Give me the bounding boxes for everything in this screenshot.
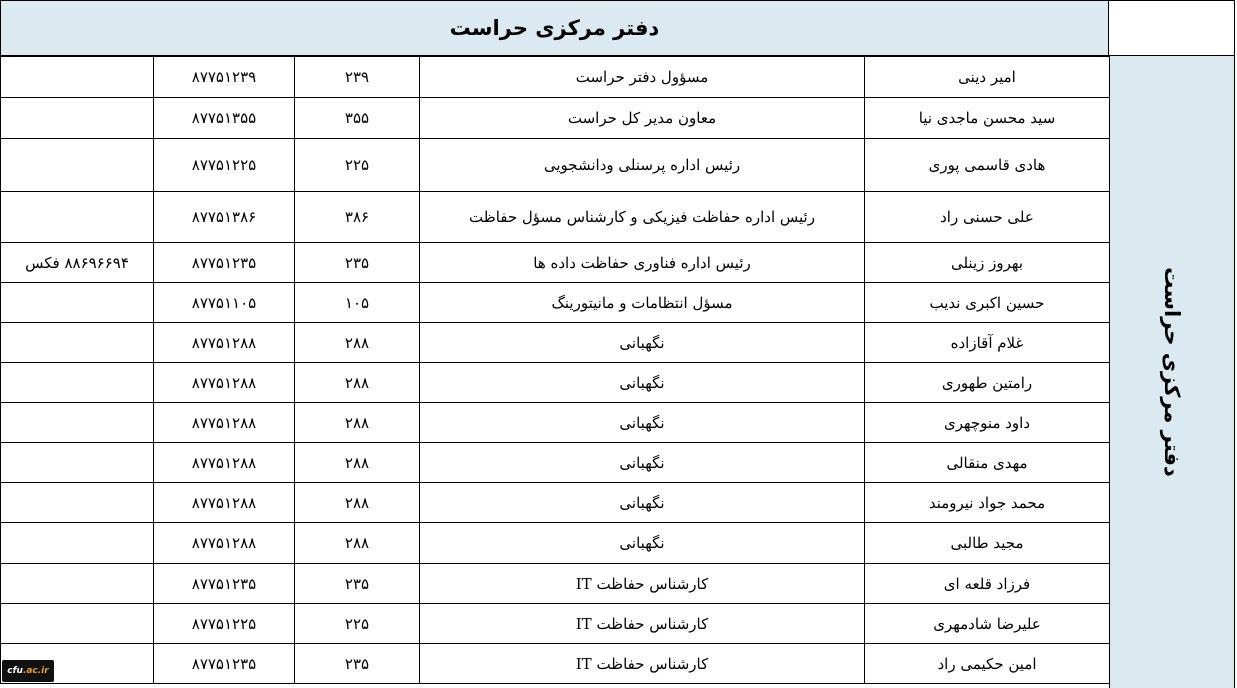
- role-cell: کارشناس حفاظت IT: [420, 564, 865, 604]
- fax-cell: [1, 604, 154, 644]
- role-cell: کارشناس حفاظت IT: [420, 604, 865, 644]
- extension-cell: ۱۰۵: [295, 283, 420, 323]
- page-title: دفتر مرکزی حراست: [449, 16, 660, 40]
- side-label: دفتر مرکزی حراست: [1160, 267, 1184, 477]
- phone-cell: ۸۷۷۵۱۲۳۹: [154, 57, 295, 98]
- extension-cell: ۲۸۸: [295, 483, 420, 523]
- phone-cell: ۸۷۷۵۱۳۸۶: [154, 192, 295, 243]
- role-cell: مسؤل انتظامات و مانیتورینگ: [420, 283, 865, 323]
- logo-text: cfu.ac.ir: [7, 666, 49, 676]
- name-cell: امین حکیمی راد: [865, 644, 1110, 684]
- extension-cell: ۲۸۸: [295, 403, 420, 443]
- phone-cell: ۸۷۷۵۱۲۸۸: [154, 363, 295, 403]
- contacts-table-body: [1, 57, 1110, 684]
- name-cell: بهروز زینلی: [865, 243, 1110, 283]
- fax-cell: [1, 363, 154, 403]
- phone-cell: ۸۷۷۵۱۲۳۵: [154, 243, 295, 283]
- table-row: [1, 604, 1110, 644]
- fax-cell: ۸۸۶۹۶۶۹۴ فکس: [1, 243, 154, 283]
- fax-cell: [1, 564, 154, 604]
- extension-cell: ۲۸۸: [295, 443, 420, 483]
- role-cell: نگهبانی: [420, 403, 865, 443]
- phone-cell: ۸۷۷۵۱۲۸۸: [154, 523, 295, 564]
- role-cell: رئیس اداره حفاظت فیزیکی و کارشناس مسؤل حفاظت: [420, 192, 865, 243]
- phone-cell: ۸۷۷۵۱۲۸۸: [154, 323, 295, 363]
- name-cell: فرزاد قلعه ای: [865, 564, 1110, 604]
- extension-cell: ۲۳۵: [295, 243, 420, 283]
- side-label-cell: [1109, 56, 1235, 688]
- site-logo: [2, 660, 54, 682]
- header-band: [0, 0, 1109, 56]
- table-row: [1, 283, 1110, 323]
- table-row: [1, 403, 1110, 443]
- phone-cell: ۸۷۷۵۱۲۲۵: [154, 604, 295, 644]
- table-row: [1, 443, 1110, 483]
- extension-cell: ۲۳۹: [295, 57, 420, 98]
- header-corner-cell: [1109, 0, 1235, 56]
- table-row: [1, 192, 1110, 243]
- table-row: [1, 243, 1110, 283]
- fax-cell: [1, 403, 154, 443]
- phone-cell: ۸۷۷۵۱۲۳۵: [154, 644, 295, 684]
- role-cell: نگهبانی: [420, 483, 865, 523]
- name-cell: داود منوچهری: [865, 403, 1110, 443]
- extension-cell: ۳۸۶: [295, 192, 420, 243]
- name-cell: غلام آقازاده: [865, 323, 1110, 363]
- table-row: [1, 98, 1110, 139]
- role-cell: رئیس اداره پرسنلی ودانشجویی: [420, 139, 865, 192]
- fax-cell: [1, 443, 154, 483]
- fax-cell: [1, 483, 154, 523]
- fax-cell: [1, 523, 154, 564]
- extension-cell: ۲۲۵: [295, 139, 420, 192]
- phone-cell: ۸۷۷۵۱۱۰۵: [154, 283, 295, 323]
- role-cell: کارشناس حفاظت IT: [420, 644, 865, 684]
- name-cell: هادی قاسمی پوری: [865, 139, 1110, 192]
- fax-cell: [1, 98, 154, 139]
- table-row: [1, 323, 1110, 363]
- fax-cell: [1, 323, 154, 363]
- name-cell: علی حسنی راد: [865, 192, 1110, 243]
- name-cell: سید محسن ماجدی نیا: [865, 98, 1110, 139]
- extension-cell: ۲۳۵: [295, 564, 420, 604]
- name-cell: امیر دینی: [865, 57, 1110, 98]
- extension-cell: ۲۳۵: [295, 644, 420, 684]
- extension-cell: ۲۲۵: [295, 604, 420, 644]
- extension-cell: ۲۸۸: [295, 363, 420, 403]
- phone-cell: ۸۷۷۵۱۳۵۵: [154, 98, 295, 139]
- table-row: [1, 363, 1110, 403]
- role-cell: رئیس اداره فناوری حفاظت داده ها: [420, 243, 865, 283]
- table-row: [1, 57, 1110, 98]
- extension-cell: ۲۸۸: [295, 523, 420, 564]
- fax-cell: [1, 57, 154, 98]
- table-row: [1, 139, 1110, 192]
- extension-cell: ۳۵۵: [295, 98, 420, 139]
- phone-cell: ۸۷۷۵۱۲۸۸: [154, 483, 295, 523]
- role-cell: نگهبانی: [420, 443, 865, 483]
- fax-cell: [1, 192, 154, 243]
- table-row: [1, 523, 1110, 564]
- table-row: [1, 564, 1110, 604]
- role-cell: مسؤول دفتر حراست: [420, 57, 865, 98]
- name-cell: رامتین طهوری: [865, 363, 1110, 403]
- fax-cell: [1, 283, 154, 323]
- phone-cell: ۸۷۷۵۱۲۳۵: [154, 564, 295, 604]
- role-cell: نگهبانی: [420, 323, 865, 363]
- phone-cell: ۸۷۷۵۱۲۲۵: [154, 139, 295, 192]
- fax-cell: [1, 139, 154, 192]
- contacts-table: [0, 56, 1110, 684]
- role-cell: نگهبانی: [420, 523, 865, 564]
- name-cell: علیرضا شادمهری: [865, 604, 1110, 644]
- phone-cell: ۸۷۷۵۱۲۸۸: [154, 443, 295, 483]
- name-cell: مجید طالبی: [865, 523, 1110, 564]
- table-row: [1, 483, 1110, 523]
- name-cell: مهدی منقالی: [865, 443, 1110, 483]
- extension-cell: ۲۸۸: [295, 323, 420, 363]
- phone-cell: ۸۷۷۵۱۲۸۸: [154, 403, 295, 443]
- role-cell: معاون مدیر کل حراست: [420, 98, 865, 139]
- name-cell: حسین اکبری ندیب: [865, 283, 1110, 323]
- table-row: [1, 644, 1110, 684]
- name-cell: محمد جواد نیرومند: [865, 483, 1110, 523]
- role-cell: نگهبانی: [420, 363, 865, 403]
